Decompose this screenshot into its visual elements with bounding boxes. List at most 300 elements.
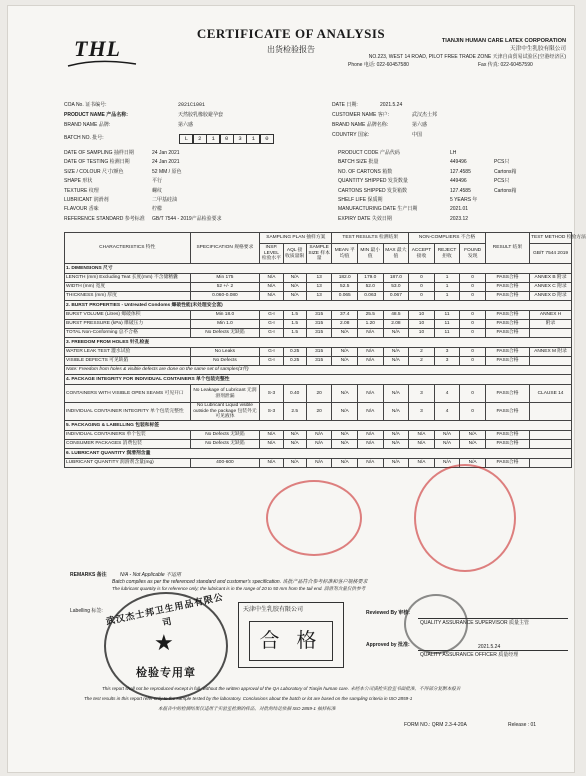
detail-unit: Cartons箱	[494, 168, 517, 175]
cell-f: 0	[460, 348, 486, 357]
section-title: 1. DIMENSIONS 尺寸	[65, 264, 572, 274]
cell-c: TOTAL Non-Conforming 总不合格	[65, 329, 191, 338]
cell-m: ANNEX D 附录	[530, 292, 572, 301]
detail-label: CARTONS SHIPPED 发货箱数	[338, 187, 407, 194]
cell-a: N/A	[409, 431, 435, 440]
detail-value: 二甲基硅油	[152, 197, 178, 203]
table-row	[65, 311, 572, 320]
qa-supervisor-title: QUALITY ASSURANCE SUPERVISOR 质量主管	[420, 620, 530, 626]
detail-value: 449496	[450, 159, 467, 166]
reviewed-line	[418, 618, 568, 619]
cell-mean: N/A	[332, 329, 358, 338]
cell-c: INDIVIDUAL CONTAINER INTEGRITY 单个包装完整性	[65, 403, 191, 421]
inspection-seal-stamp	[104, 592, 228, 700]
cell-f: 0	[460, 329, 486, 338]
logo-swoosh-icon	[68, 60, 138, 70]
detail-label: SIZE / COLOUR 尺寸/颜色	[64, 168, 124, 175]
cell-m: ANNEX H	[530, 311, 572, 320]
detail-label: NO. OF CARTONS 箱数	[338, 168, 393, 175]
batch-number-boxes	[180, 134, 274, 144]
cell-il: G-I	[260, 348, 283, 357]
cell-r: 4	[434, 385, 460, 403]
form-number: FORM NO.: QRM 2.3-4-20A	[404, 722, 467, 728]
cell-f: 0	[460, 283, 486, 292]
cell-s: Min 1.0	[190, 320, 260, 329]
cell-res: PASS合格	[485, 385, 529, 403]
header-non-compliers: NON-COMPLIERS 不合格	[409, 233, 486, 244]
labelling-label: Labelling 标签:	[70, 608, 103, 614]
reviewed-by-label: Reviewed By 审核:	[366, 610, 410, 616]
cell-mean: 37.4	[332, 311, 358, 320]
cell-max: N/A	[383, 459, 409, 468]
cell-ss: 315	[306, 320, 332, 329]
header-min: MIN 最小值	[358, 244, 384, 264]
cell-res: PASS合格	[485, 274, 529, 283]
cell-il: N/A	[260, 292, 283, 301]
cell-m	[530, 431, 572, 440]
cell-min: N/A	[358, 459, 384, 468]
batch-no-label: BATCH NO. 批号:	[64, 135, 104, 141]
cell-mean: 0.065	[332, 292, 358, 301]
cell-il: N/A	[260, 431, 283, 440]
detail-label: SHELF LIFE 保质期	[338, 197, 383, 203]
header-test-method: TEST METHOD 检验方法	[530, 233, 572, 244]
company-name-cn: 天津中生乳胶有限公司	[510, 46, 566, 52]
cell-s: 0.060-0.080	[190, 292, 260, 301]
cell-min: N/A	[358, 431, 384, 440]
certificate-page	[8, 6, 586, 772]
cell-res: PASS合格	[485, 440, 529, 449]
red-company-stamp	[266, 480, 362, 556]
cell-max: N/A	[383, 440, 409, 449]
table-row	[65, 283, 572, 292]
detail-value: GB/T 7544 - 2019产品检验要求	[152, 215, 222, 222]
cell-f: 0	[460, 292, 486, 301]
cell-f: N/A	[460, 459, 486, 468]
cell-a: 10	[409, 311, 435, 320]
detail-value: 2023.12	[450, 215, 469, 222]
cell-il: S-3	[260, 403, 283, 421]
seal-company-text: 武汉杰士邦卫生用品有限公司	[105, 591, 225, 628]
cell-il: N/A	[260, 274, 283, 283]
cell-max: N/A	[383, 385, 409, 403]
cell-m	[530, 329, 572, 338]
cell-ss: N/A	[306, 459, 332, 468]
cell-res: PASS合格	[485, 320, 529, 329]
cell-max: 0.067	[383, 292, 409, 301]
detail-value: 平行	[152, 178, 163, 185]
detail-value: 24 Jan 2021	[152, 150, 180, 156]
batch-digit: 1	[246, 134, 260, 144]
company-address: NO.223, WEST 14 ROAD, PILOT FREE TRADE ZONE 天津自由贸易试验区(空港经济区)	[368, 54, 566, 60]
label-pass-text: 合 格	[249, 621, 333, 661]
cell-aql: 1.5	[283, 320, 306, 329]
date-label: DATE 日期:	[332, 102, 358, 108]
cell-aql: N/A	[283, 283, 306, 292]
cell-min: N/A	[358, 348, 384, 357]
section-title: 4. PACKAGE INTEGRITY FOR INDIVIDUAL CONTAINERS 单个包装完整性	[65, 375, 572, 385]
header-sampling-plan: SAMPLING PLAN 抽样方案	[260, 233, 332, 244]
release-number: Release : 01	[508, 722, 537, 728]
batch-digit: 1	[206, 134, 220, 144]
section-title: 6. LUBRICANT QUANTITY 润滑剂含量	[65, 449, 572, 459]
cell-c: LENGTH (mm) Excluding Teat 长度(mm) 不含储精囊	[65, 274, 191, 283]
cell-res: PASS合格	[485, 459, 529, 468]
header-insp-level: INSP. LEVEL 检验水平	[260, 244, 283, 264]
cell-aql: 0.40	[283, 385, 306, 403]
remarks-line-2: Batch complies as per the referenced standard and customer's specification. 该批产品符合参考标准和客户规格要求	[112, 579, 368, 585]
cell-il: N/A	[260, 440, 283, 449]
header-test-results: TEST RESULTS 检测结果	[332, 233, 409, 244]
cell-min: N/A	[358, 403, 384, 421]
batch-digit: L	[179, 134, 193, 144]
header-found: FOUND 发现	[460, 244, 486, 264]
cell-c: CONTAINERS WITH VISIBLE OPEN SEAMS 可见开口	[65, 385, 191, 403]
detail-value: 螺纹	[152, 187, 163, 194]
cell-ss: 13	[306, 283, 332, 292]
cell-mean: 2.08	[332, 320, 358, 329]
cell-c: CONSUMER PACKAGES 消费包装	[65, 440, 191, 449]
cell-res: PASS合格	[485, 431, 529, 440]
cell-mean: N/A	[332, 357, 358, 366]
cell-s: Min 175	[190, 274, 260, 283]
detail-label: BATCH SIZE 批量	[338, 159, 379, 166]
test-results-table	[64, 232, 586, 468]
remarks-line-1: N/A - Not Applicable 不适用	[120, 572, 182, 578]
cell-a: 10	[409, 329, 435, 338]
cell-ss: 13	[306, 274, 332, 283]
cell-s: No Defects 无缺陷	[190, 431, 260, 440]
table-row	[65, 329, 572, 338]
cell-ss: 315	[306, 329, 332, 338]
cell-max: 48.5	[383, 311, 409, 320]
table-row	[65, 431, 572, 440]
detail-label: TEXTURE 纹理	[64, 187, 99, 194]
header-max: MAX 最大值	[383, 244, 409, 264]
cell-f: N/A	[460, 440, 486, 449]
red-company-stamp-2	[414, 464, 516, 572]
cell-min: 179.0	[358, 274, 384, 283]
cell-il: G-I	[260, 311, 283, 320]
company-phone: Phone 电话: 022-60457580	[348, 62, 409, 68]
detail-label: PRODUCT CODE 产品代码	[338, 150, 400, 156]
cell-min: 52.0	[358, 283, 384, 292]
cell-a: N/A	[409, 459, 435, 468]
cell-m: CLAUSE 14	[530, 385, 572, 403]
detail-label: EXPIRY DATE 失效日期	[338, 215, 392, 222]
customer-brand-value: 第六感	[412, 122, 428, 128]
cell-f: N/A	[460, 431, 486, 440]
cell-c: WIDTH (mm) 宽度	[65, 283, 191, 292]
detail-label: MANUFACTURING DATE 生产日期	[338, 206, 418, 213]
cell-ss: 13	[306, 292, 332, 301]
cell-m	[530, 440, 572, 449]
table-row	[65, 385, 572, 403]
detail-unit: PCS只	[494, 178, 510, 185]
cell-m: ANNEX M 附录	[530, 348, 572, 357]
cell-c: BURST VOLUME (Litres) 爆破体积	[65, 311, 191, 320]
cell-r: 11	[434, 311, 460, 320]
cell-max: N/A	[383, 329, 409, 338]
detail-label: SHAPE 形状	[64, 178, 93, 185]
date-value: 2021.5.24	[380, 102, 403, 108]
cell-m: ANNEX B 附录	[530, 274, 572, 283]
cell-s: No Defects	[190, 357, 260, 366]
cell-mean: 182.0	[332, 274, 358, 283]
header-result: RESULT 结果	[485, 233, 529, 264]
cell-max: N/A	[383, 357, 409, 366]
cell-mean: N/A	[332, 459, 358, 468]
batch-digit: 0	[260, 134, 274, 144]
detail-value: 2021.01	[450, 206, 469, 213]
cell-min: 1.20	[358, 320, 384, 329]
footer-results-note: The test results in this report refer only to the sample tested by the laboratory. Conclusions about the batch or lot are based on the sampling criteria in ISO 2859-1	[84, 696, 413, 701]
cell-res: PASS合格	[485, 357, 529, 366]
customer-brand-label: BRAND NAME 品牌名称:	[332, 122, 389, 128]
cell-a: 10	[409, 320, 435, 329]
cell-aql: 2.5	[283, 403, 306, 421]
cell-il: G-I	[260, 320, 283, 329]
footer-reproduction-note: This report shall not be reproduced except in full, without the written approval of the QA Laboratory of Tianjin human care. 未经本公司质检实验室书面批准，不得部分复制本报告	[102, 686, 461, 691]
company-fax: Fax 传真: 022-60457590	[478, 62, 533, 68]
brand-name-label: BRAND NAME 品牌:	[64, 122, 111, 128]
header-characteristics: CHARACTERISTICS 特性	[65, 233, 191, 264]
cell-m	[530, 459, 572, 468]
cell-a: 0	[409, 274, 435, 283]
cell-s: 400-600	[190, 459, 260, 468]
detail-label: DATE OF SAMPLING 抽样日期	[64, 150, 134, 156]
company-name-en: TIANJIN HUMAN CARE LATEX CORPORATION	[441, 38, 566, 44]
cell-c: VISIBLE DEFECTS 可见缺陷	[65, 357, 191, 366]
detail-label: LUBRICANT 润滑剂	[64, 197, 109, 203]
cell-aql: 0.25	[283, 357, 306, 366]
cell-c: WATER LEAK TEST 灌水试验	[65, 348, 191, 357]
cell-r: N/A	[434, 440, 460, 449]
cell-m: ANNEX C 附录	[530, 283, 572, 292]
detail-value: 127.4585	[450, 187, 471, 194]
label-company-text: 天津中生乳胶有限公司	[243, 607, 304, 613]
remarks-label: REMARKS 备注	[70, 572, 107, 578]
cell-s: No Defects 无缺陷	[190, 440, 260, 449]
cell-max: N/A	[383, 403, 409, 421]
customer-name-label: CUSTOMER NAME 客户:	[332, 112, 390, 118]
cell-min: 0.063	[358, 292, 384, 301]
country-value: 中国	[412, 132, 423, 138]
detail-unit: PCS只	[494, 159, 510, 166]
detail-value: 52 MM / 原色	[152, 168, 182, 175]
cell-m: 附录	[530, 320, 572, 329]
cell-il: G-I	[260, 329, 283, 338]
cell-il: S-3	[260, 385, 283, 403]
cell-s: No Leakage of Lubricant 无润滑剂泄漏	[190, 385, 260, 403]
detail-label: DATE OF TESTING 检测日期	[64, 159, 130, 166]
table-row	[65, 348, 572, 357]
header-reject: REJECT 拒收	[434, 244, 460, 264]
detail-value: 127.4585	[450, 168, 471, 175]
cell-f: 0	[460, 320, 486, 329]
cell-aql: 1.5	[283, 311, 306, 320]
seal-star-icon: ★	[154, 630, 174, 655]
table-row	[65, 274, 572, 283]
cell-ss: 315	[306, 348, 332, 357]
cell-s: No Lubricant Liquid visible outside the package 包装外无可见液体	[190, 403, 260, 421]
cell-a: N/A	[409, 440, 435, 449]
cell-min: N/A	[358, 357, 384, 366]
cell-r: 1	[434, 292, 460, 301]
cell-ss: 20	[306, 403, 332, 421]
cell-min: N/A	[358, 440, 384, 449]
pass-label-sample	[238, 602, 344, 668]
detail-value: 5 YEARS 年	[450, 197, 478, 203]
remarks-line-3: The lubricant quantity is for reference only; the lubricant is in the range of 20 to 50 mm from the tail end. 润滑剂含量仅供参考	[112, 586, 366, 591]
cell-aql: N/A	[283, 431, 306, 440]
header-test-method-standard: GB/T 7544 2019	[530, 244, 572, 264]
cell-r: 1	[434, 274, 460, 283]
cell-max: N/A	[383, 431, 409, 440]
batch-digit: 0	[220, 134, 234, 144]
section-title: 5. PACKAGING & LABELLING 包装和标签	[65, 421, 572, 431]
cell-a: 0	[409, 283, 435, 292]
cell-ss: N/A	[306, 440, 332, 449]
cell-max: 53.0	[383, 283, 409, 292]
cell-s: 52 +/- 2	[190, 283, 260, 292]
batch-digit: 2	[193, 134, 207, 144]
cell-r: N/A	[434, 459, 460, 468]
cell-ss: 20	[306, 385, 332, 403]
cell-r: 3	[434, 357, 460, 366]
cell-f: 0	[460, 311, 486, 320]
cell-aql: N/A	[283, 459, 306, 468]
cell-c: LUBRICANT QUANTITY 润滑剂含量(mg)	[65, 459, 191, 468]
cell-mean: N/A	[332, 348, 358, 357]
cell-c: THICKNESS (mm) 厚度	[65, 292, 191, 301]
cell-res: PASS合格	[485, 283, 529, 292]
cell-m	[530, 403, 572, 421]
header-sample-size: SAMPLE SIZE 样本量	[306, 244, 332, 264]
brand-name-value: 第六感	[178, 122, 194, 128]
approved-line	[418, 650, 568, 651]
approved-by-label: Approved by 批准:	[366, 642, 410, 648]
product-name-label: PRODUCT NAME 产品名称:	[64, 112, 128, 118]
cell-f: 0	[460, 357, 486, 366]
table-row	[65, 357, 572, 366]
cell-ss: N/A	[306, 431, 332, 440]
cell-a: 0	[409, 292, 435, 301]
cell-res: PASS合格	[485, 348, 529, 357]
cell-il: N/A	[260, 459, 283, 468]
cell-f: 0	[460, 403, 486, 421]
cell-mean: N/A	[332, 431, 358, 440]
cell-a: 3	[409, 385, 435, 403]
header-aql: AQL 接收质量限	[283, 244, 306, 264]
coa-no-value: 2021C1001	[178, 102, 206, 108]
cell-ss: 315	[306, 357, 332, 366]
cell-aql: N/A	[283, 292, 306, 301]
detail-value: 24 Jan 2021	[152, 159, 180, 166]
cell-s: Min 18.0	[190, 311, 260, 320]
detail-value: 449496	[450, 178, 467, 185]
cell-res: PASS合格	[485, 292, 529, 301]
batch-digit: 3	[233, 134, 247, 144]
qa-manager-title: QUALITY ASSURANCE OFFICER 质量经理	[420, 652, 519, 658]
header-specification: SPECIFICATION 规格要求	[190, 233, 260, 264]
coa-no-label: COA No. 证书编号:	[64, 102, 107, 108]
table-row	[65, 292, 572, 301]
footer-results-note-cn: 本报告中的检测结果仅适用于实验室检测的样品，对批的结论依据 ISO 2859-1 抽样标准	[158, 706, 336, 711]
detail-label: REFERENCE STANDARD 参考标准	[64, 215, 145, 222]
cell-c: BURST PRESSURE (kPa) 爆破压力	[65, 320, 191, 329]
cell-min: N/A	[358, 329, 384, 338]
header-accept: ACCEPT 接收	[409, 244, 435, 264]
cell-min: 25.5	[358, 311, 384, 320]
cell-a: 2	[409, 348, 435, 357]
cell-aql: N/A	[283, 440, 306, 449]
cell-r: 11	[434, 329, 460, 338]
cell-a: 3	[409, 403, 435, 421]
cell-mean: 52.5	[332, 283, 358, 292]
detail-unit: Cartons箱	[494, 187, 517, 194]
cell-s: No Defects 无缺陷	[190, 329, 260, 338]
cell-res: PASS合格	[485, 311, 529, 320]
cell-m	[530, 357, 572, 366]
cell-max: 187.0	[383, 274, 409, 283]
cell-il: G-I	[260, 357, 283, 366]
customer-name-value: 武汉杰士邦	[412, 112, 438, 118]
cell-mean: N/A	[332, 403, 358, 421]
detail-label: FLAVOUR 香味	[64, 206, 99, 213]
cell-r: 11	[434, 320, 460, 329]
cell-a: 2	[409, 357, 435, 366]
cell-max: N/A	[383, 348, 409, 357]
cell-aql: 1.5	[283, 329, 306, 338]
cell-r: 1	[434, 283, 460, 292]
cell-mean: N/A	[332, 440, 358, 449]
cell-il: N/A	[260, 283, 283, 292]
header-mean: MEAN 平均值	[332, 244, 358, 264]
cell-aql: 0.25	[283, 348, 306, 357]
cell-f: 0	[460, 274, 486, 283]
detail-label: QUANTITY SHIPPED 发货数量	[338, 178, 408, 185]
product-name-value: 天然胶乳橡胶避孕套	[178, 112, 224, 118]
cell-r: 3	[434, 348, 460, 357]
table-row	[65, 440, 572, 449]
approval-date: 2021.5.24	[478, 644, 501, 650]
section-title: 2. BURST PROPERTIES - Untreated Condoms 爆破性能(未处理安全套)	[65, 301, 572, 311]
cell-max: 2.08	[383, 320, 409, 329]
section-title: 3. FREEDOM FROM HOLES 针孔检查	[65, 338, 572, 348]
cell-r: N/A	[434, 431, 460, 440]
cell-mean: N/A	[332, 385, 358, 403]
cell-res: PASS合格	[485, 403, 529, 421]
cell-res: PASS合格	[485, 329, 529, 338]
cell-c: INDIVIDUAL CONTAINERS 单个包装	[65, 431, 191, 440]
cell-s: No Leaks	[190, 348, 260, 357]
table-row	[65, 403, 572, 421]
document-title: CERTIFICATE OF ANALYSIS	[196, 26, 386, 41]
detail-value: LH	[450, 150, 457, 156]
cell-ss: 315	[306, 311, 332, 320]
document-subtitle: 出货检验报告	[267, 45, 315, 54]
section-note: Note: Freedom from holes & visible defects are done on the same set of samples(3件)	[65, 366, 572, 375]
table-row	[65, 459, 572, 468]
logo-text: THL	[74, 36, 121, 61]
detail-value: 柠檬	[152, 206, 163, 213]
seal-purpose-text: 检验专用章	[136, 667, 196, 679]
country-label: COUNTRY 国家:	[332, 132, 370, 138]
cell-f: 0	[460, 385, 486, 403]
cell-aql: N/A	[283, 274, 306, 283]
cell-r: 4	[434, 403, 460, 421]
